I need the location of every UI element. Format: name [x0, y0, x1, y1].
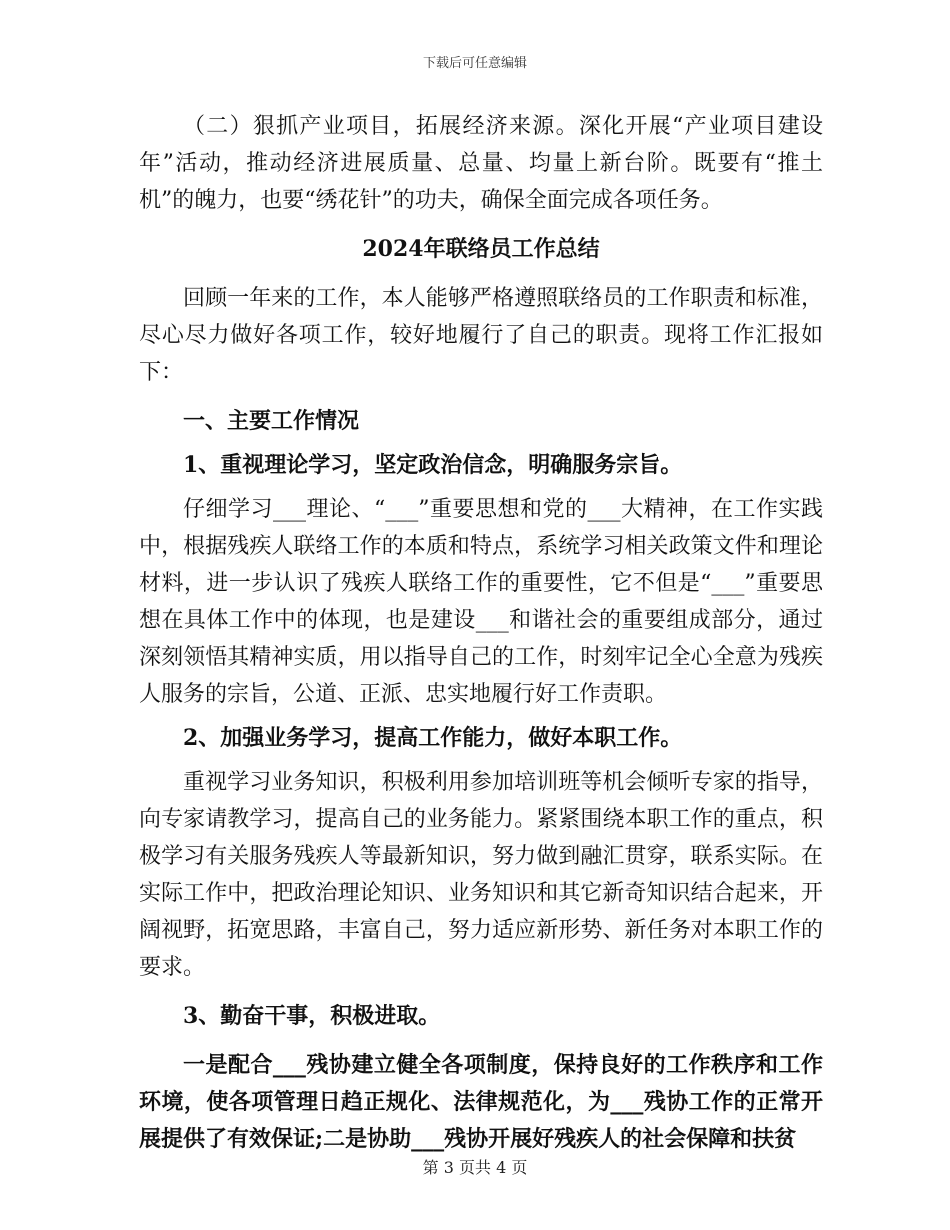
item2-heading: 2、加强业务学习，提高工作能力，做好本职工作。 [183, 725, 683, 751]
document-title: 2024年联络员工作总结 [362, 236, 600, 262]
page-header: 下载后可任意编辑 [422, 56, 527, 71]
item1-body: 仔细学习___理论、“___”重要思想和党的___大精神，在工作实践中，根据残疾人联络工作的本质和特点，系统学习相关政策文件和理论材料，进一步认识了残疾人联络工作的重要性，它不但是“___”重要思想在具体工作中的体现，也是建设___和谐社会的重要组成部分，通过深刻领悟其精神实质，用以指导自己的工作，时刻牢记全心全意为残疾人服务的宗旨，公道、正派、忠实地履行好工作责职。 [139, 497, 823, 707]
item3-body: 一是配合___残协建立健全各项制度，保持良好的工作秩序和工作环境，使各项管理日趋正规化、法律规范化，为___残协工作的正常开展提供了有效保证;二是协助___残协开展好残疾人的社会保障和扶贫 [139, 1052, 823, 1152]
page-footer: 第 3 页共 4 页 [422, 1158, 528, 1177]
item1-heading: 1、重视理论学习，坚定政治信念，明确服务宗旨。 [183, 452, 683, 478]
paragraph-intro: 回顾一年来的工作，本人能够严格遵照联络员的工作职责和标准，尽心尽力做好各项工作，较好地履行了自己的职责。现将工作汇报如下： [139, 286, 823, 385]
item2-body: 重视学习业务知识，积极利用参加培训班等机会倾听专家的指导，向专家请教学习，提高自己的业务能力。紧紧围绕本职工作的重点，积极学习有关服务残疾人等最新知识，努力做到融汇贯穿，联系实际。在实际工作中，把政治理论知识、业务知识和其它新奇知识结合起来，开阔视野，拓宽思路，丰富自己，努力适应新形势、新任务对本职工作的要求。 [139, 770, 823, 980]
item3-heading: 3、勤奋干事，积极进取。 [183, 1003, 441, 1029]
paragraph-industry-projects: （二）狠抓产业项目，拓展经济来源。深化开展“产业项目建设年”活动，推动经济进展质量、总量、均量上新台阶。既要有“推土机”的魄力，也要“绣花针”的功夫，确保全面完成各项任务。 [139, 114, 823, 213]
document-body [139, 108, 823, 1158]
section-heading-main-work: 一、主要工作情况 [183, 408, 360, 434]
